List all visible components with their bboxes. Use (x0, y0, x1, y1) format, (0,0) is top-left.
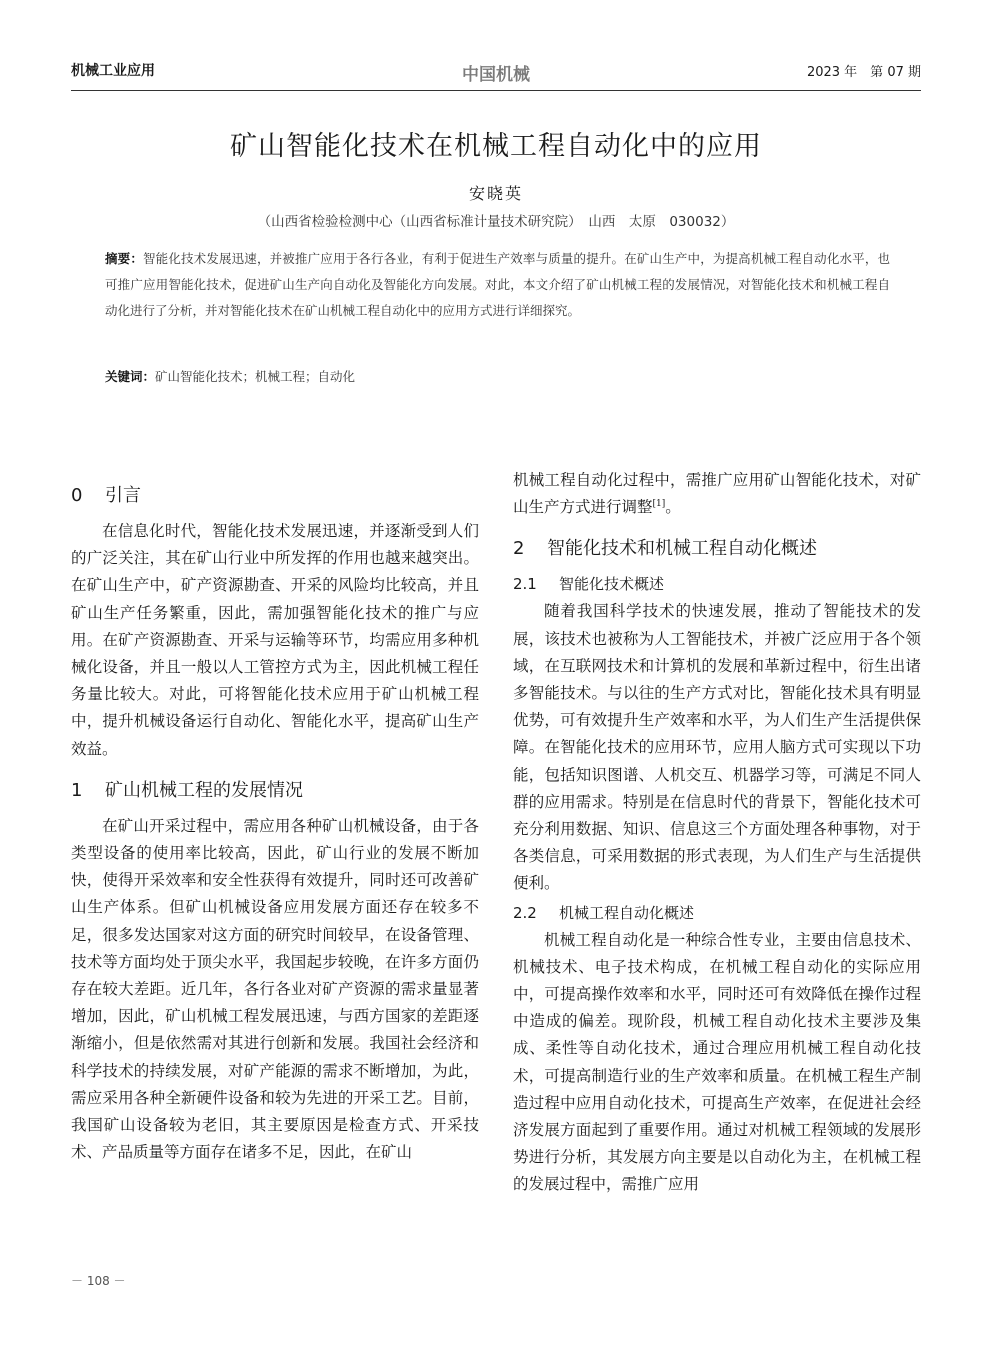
abstract-label: 摘要： (105, 251, 143, 266)
section-heading-0 (71, 482, 479, 510)
section-number: 0 (71, 485, 83, 506)
keywords-label: 关键词： (105, 369, 156, 384)
page-number: － 108 － (71, 1274, 126, 1288)
section-number: 2 (513, 538, 525, 560)
abstract (105, 246, 890, 324)
section-title: 引言 (105, 485, 141, 506)
paragraph-intro: 在信息化时代，智能化技术发展迅速，并逐渐受到人们的广泛关注，其在矿山行业中所发挥的作用也越来越突出。在矿山生产中，矿产资源勘查、开采的风险均比较高，并且矿山生产任务繁重，因此，需加强智能化技术的推广与应用。在矿产资源勘查、开采与运输等环节，均需应用多种机械化设备，并且一般以人工管控方式为主，因此机械工程任务量比较大。对此，可将智能化技术应用于矿山机械工程中，提升机械设备运行自动化、智能化水平，提高矿山生产效益。 (71, 522, 479, 758)
subsection-title: 机械工程自动化概述 (559, 903, 695, 922)
section-number: 1 (71, 779, 83, 801)
abstract-text: 智能化技术发展迅速，并被推广应用于各行各业，有利于促进生产效率与质量的提升。在矿山生产中，为提高机械工程自动化水平，也可推广应用智能化技术，促进矿山生产向自动化及智能化方向发展。对此，本文介绍了矿山机械工程的发展情况，对智能化技术和机械工程自动化进行了分析，并对智能化技术在矿山机械工程自动化中的应用方式进行详细探究。 (105, 251, 890, 318)
section-heading-1 (71, 777, 479, 805)
author-affiliation: （山西省检验检测中心（山西省标准计量技术研究院） 山西 太原 030032） (257, 214, 735, 230)
paragraph-mech-automation: 机械工程自动化是一种综合性专业，主要由信息技术、机械技术、电子技术构成，在机械工程自动化的实际应用中，可提高操作效率和水平，同时还可有效降低在操作过程中造成的偏差。现阶段，机械工程自动化技术主要涉及集成、柔性等自动化技术，通过合理应用机械工程自动化技术，可提高制造行业的生产效率和质量。在机械工程生产制造过程中应用自动化技术，可提高生产效率，在促进社会经济发展方面起到了重要作用。通过对机械工程领域的发展形势进行分析，其发展方向主要是以自动化为主，在机械工程的发展过程中，需推广应用 (513, 930, 921, 1194)
paragraph-intelligent-tech: 随着我国科学技术的快速发展，推动了智能技术的发展，该技术也被称为人工智能技术，并被广泛应用于各个领域，在互联网技术和计算机的发展和革新过程中，衍生出诸多智能技术。与以往的生产方式对比，智能化技术具有明显优势，可有效提升生产效率和水平，为人们生产生活提供保障。在智能化技术的应用环节，应用人脑方式可实现以下功能，包括知识图谱、人机交互、机器学习等，可满足不同人群的应用需求。特别是在信息时代的背景下，智能化技术可充分利用数据、知识、信息这三个方面处理各种事物，对于各类信息，可采用数据的形式表现，为人们生产与生活提供便利。 (513, 602, 921, 893)
section-heading-2 (513, 535, 921, 563)
section-title: 矿山机械工程的发展情况 (105, 779, 303, 801)
header-rule (71, 90, 921, 91)
subsection-heading-2-1 (513, 571, 921, 598)
continued-text: 机械工程自动化过程中，需推广应用矿山智能化技术，对矿山生产方式进行调整 (513, 471, 921, 517)
issue-info: 2023 年 第 07 期 (806, 65, 921, 80)
paragraph-mining-development: 在矿山开采过程中，需应用各种矿山机械设备，由于各类型设备的使用率比较高，因此，矿山行业的发展不断加快，使得开采效率和安全性获得有效提升，同时还可改善矿山生产体系。但矿山机械设备应用发展方面还存在较多不足，很多发达国家对这方面的研究时间较早，在设备管理、技术等方面均处于顶尖水平，我国起步较晚，在许多方面仍存在较大差距。近几年，各行各业对矿产资源的需求量显著增加，因此，矿山机械工程发展迅速，与西方国家的差距逐渐缩小，但是依然需对其进行创新和发展。我国社会经济和科学技术的持续发展，对矿产能源的需求不断增加，为此，需应采用各种全新硬件设备和较为先进的开采工艺。目前，我国矿山设备较为老旧，其主要原因是检查方式、开采技术、产品质量等方面存在诸多不足，因此，在矿山 (71, 816, 479, 1162)
paragraph-continued (513, 467, 921, 521)
subsection-heading-2-2 (513, 900, 921, 927)
keywords (105, 365, 890, 389)
right-column (513, 467, 921, 1199)
subsection-number: 2.1 (513, 575, 537, 594)
paper-title: 矿山智能化技术在机械工程自动化中的应用 (230, 131, 762, 162)
subsection-number: 2.2 (513, 903, 537, 922)
author-name: 安晓英 (468, 184, 523, 203)
running-head-section: 机械工业应用 (71, 63, 155, 79)
keywords-text: 矿山智能化技术；机械工程；自动化 (155, 369, 356, 384)
section-title: 智能化技术和机械工程自动化概述 (547, 538, 817, 560)
continued-end: 。 (665, 498, 681, 517)
left-column (71, 468, 479, 1166)
citation-ref: [1] (652, 499, 666, 510)
subsection-title: 智能化技术概述 (559, 575, 665, 594)
journal-name: 中国机械 (462, 65, 530, 85)
